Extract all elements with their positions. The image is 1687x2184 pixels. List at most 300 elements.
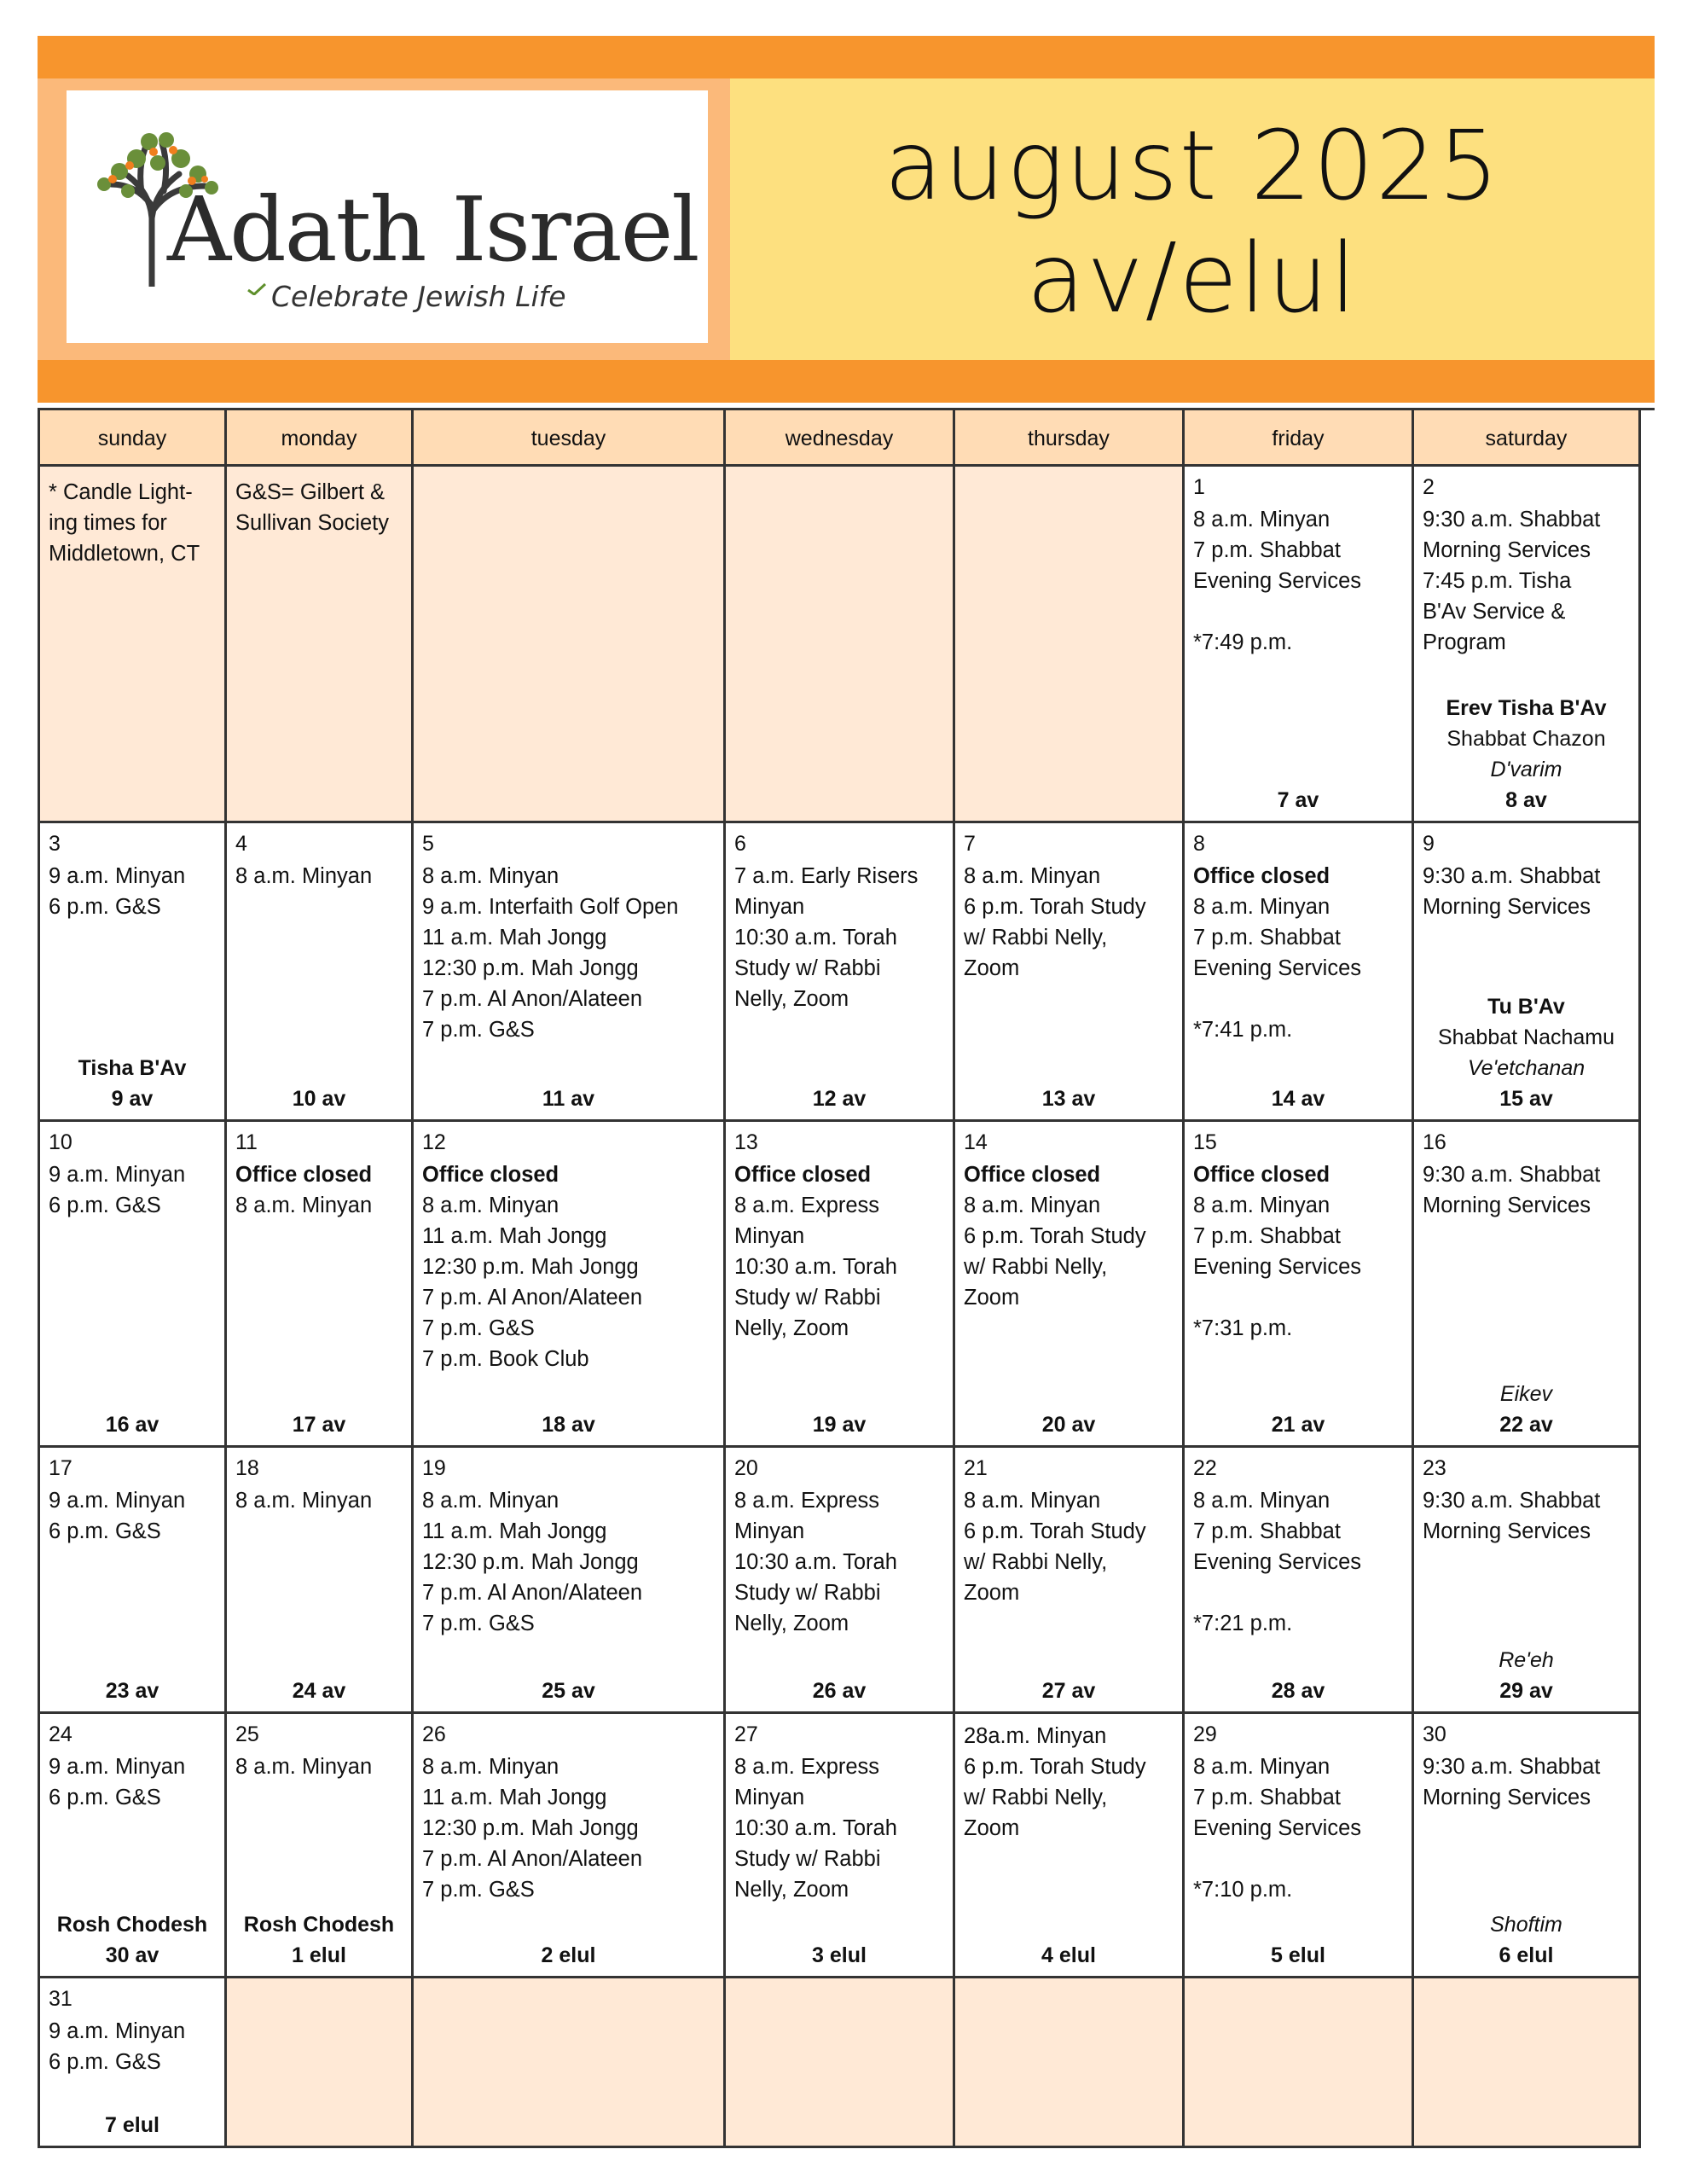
empty-day-cell [414,467,726,823]
day-number: 8 [1193,832,1205,856]
day-footer [1414,991,1638,1114]
hebrew-date: 18 av [542,1413,595,1437]
event-item: 10:30 a.m. Torah [734,1550,897,1574]
event-item: 8 a.m. Minyan [422,1489,559,1513]
event-item: 8 a.m. Minyan [964,864,1101,888]
day-events [1193,504,1406,658]
day-footer [726,1940,953,1971]
event-item: 6 p.m. Torah Study [964,1519,1146,1543]
event-item: 6 p.m. G&S [49,1194,161,1217]
event-item: 9 a.m. Minyan [49,864,186,888]
event-item: 6 p.m. Torah Study [964,1755,1146,1779]
event-item: 8 a.m. Express [734,1489,880,1513]
office-closed-label: Office closed [964,1163,1101,1187]
event-item: Minyan [734,1224,805,1248]
day-number: 20 [734,1456,758,1480]
event-item: Evening Services [1193,1816,1362,1840]
event-item: Evening Services [1193,569,1362,593]
hebrew-date: 1 elul [292,1943,346,1967]
day-events [1423,1485,1633,1547]
day-events [964,1485,1177,1608]
event-item: 7 p.m. Shabbat [1193,1224,1341,1248]
event-item: Nelly, Zoom [734,1878,849,1902]
hebrew-date: 20 av [1041,1413,1096,1437]
event-item: 8 a.m. Minyan [235,1489,373,1513]
day-footer [227,1409,411,1440]
event-item: Minyan [734,1786,805,1809]
day-number: 10 [49,1130,72,1154]
day-footer [227,1676,411,1706]
event-item: 10:30 a.m. Torah [734,926,897,950]
day-events [235,1751,406,1782]
torah-portion: Shoftim [1490,1913,1562,1937]
hebrew-date: 4 elul [1041,1943,1096,1967]
day-events [1423,1159,1633,1221]
office-closed-label: Office closed [1193,864,1330,888]
torah-portion: Eikev [1499,1382,1553,1406]
event-item: 6 p.m. G&S [49,1519,161,1543]
day-events [235,1485,406,1516]
day-events [964,1721,1177,1844]
hebrew-date: 13 av [1041,1087,1096,1111]
note-line: ing times for [49,511,167,535]
day-footer [726,1083,953,1114]
day-footer [726,1409,953,1440]
day-events [1423,504,1633,658]
event-item: 7 p.m. Shabbat [1193,538,1341,562]
top-orange-bar [38,36,1655,78]
office-closed-label: Office closed [734,1163,872,1187]
day-cell-10 [40,1122,227,1448]
hebrew-date: 10 av [292,1087,346,1111]
day-cell-29 [1185,1714,1414,1978]
day-footer [414,1083,723,1114]
event-item: 8 a.m. Minyan [964,1194,1101,1217]
hebrew-date: 5 elul [1271,1943,1325,1967]
event-item: 12:30 p.m. Mah Jongg [422,1816,639,1840]
weekday-header: friday [1185,410,1414,467]
empty-day-cell [1414,1978,1641,2148]
event-item: 8 a.m. Minyan [235,864,373,888]
calendar-grid [38,408,1655,2148]
day-cell-20 [726,1448,955,1714]
hebrew-date: 16 av [105,1413,159,1437]
torah-portion: Ve'etchanan [1467,1056,1586,1080]
hebrew-date: 23 av [105,1679,159,1703]
day-number: 4 [235,832,247,856]
day-events [964,1159,1177,1313]
event-item: 9 a.m. Minyan [49,1163,186,1187]
day-number: 2 [1423,475,1435,499]
day-footer [955,1409,1182,1440]
day-events [734,1159,948,1344]
day-cell-2 [1414,467,1641,823]
day-cell-13 [726,1122,955,1448]
day-footer [955,1940,1182,1971]
event-item: 10:30 a.m. Torah [734,1816,897,1840]
day-footer [414,1940,723,1971]
day-number: 11 [235,1130,258,1154]
day-footer [1414,1909,1638,1971]
event-item: 8 a.m. Minyan [235,1194,373,1217]
empty-day-cell [40,467,227,823]
event-item: 6 p.m. G&S [49,1786,161,1809]
day-cell-22 [1185,1448,1414,1714]
event-item: Nelly, Zoom [734,1612,849,1635]
day-number: 18 [235,1456,259,1480]
day-events [235,861,406,892]
weekday-header: sunday [40,410,227,467]
weekday-header: saturday [1414,410,1641,467]
hebrew-date: 14 av [1271,1087,1325,1111]
event-item: 7 p.m. G&S [422,1018,535,1042]
note-line: G&S= Gilbert & [235,480,386,504]
holiday-label: Erev Tisha B'Av [1446,696,1607,720]
candle-lighting-time: *7:21 p.m. [1193,1612,1293,1635]
event-item: Study w/ Rabbi [734,1847,881,1871]
event-item: 7 p.m. G&S [422,1878,535,1902]
day-cell-19 [414,1448,726,1714]
office-closed-label: Office closed [1193,1163,1330,1187]
event-item: 8 a.m. Minyan [1193,1489,1330,1513]
day-events [1423,1751,1633,1813]
day-cell-6 [726,823,955,1122]
weekday-header: monday [227,410,414,467]
event-item: Study w/ Rabbi [734,1286,881,1310]
event-item: B'Av Service & [1423,600,1566,624]
day-number: 31 [49,1987,72,2011]
day-cell-25 [227,1714,414,1978]
event-item: 8 a.m. Express [734,1194,880,1217]
day-events [422,1751,718,1905]
event-item: w/ Rabbi Nelly, [964,1786,1108,1809]
event-item: 8 a.m. Minyan [422,1194,559,1217]
holiday-label: Tu B'Av [1487,995,1565,1019]
hebrew-date: 3 elul [812,1943,867,1967]
event-item: 11 a.m. Mah Jongg [422,926,607,950]
event-item: 10:30 a.m. Torah [734,1255,897,1279]
day-number: 30 [1423,1722,1446,1746]
day-events [734,1751,948,1905]
day-footer [726,1676,953,1706]
event-item: 7:45 p.m. Tisha [1423,569,1572,593]
hebrew-date: 8 av [1505,788,1547,812]
bottom-orange-bar [38,360,1655,403]
day-events [235,1159,406,1221]
event-item: 7 p.m. Al Anon/Alateen [422,987,643,1011]
event-item: 11 a.m. Mah Jongg [422,1224,607,1248]
event-item: 11 a.m. Mah Jongg [422,1519,607,1543]
event-item: 9:30 a.m. Shabbat [1423,1489,1601,1513]
day-cell-31 [40,1978,227,2148]
spacer [1193,1844,1406,1874]
event-item: 8 a.m. Minyan [1193,1194,1330,1217]
holiday-label: Rosh Chodesh [56,1913,208,1937]
spacer [1193,1577,1406,1608]
day-footer [1185,1940,1412,1971]
day-number: 25 [235,1722,259,1746]
day-events [49,861,219,922]
day-number: 26 [422,1722,446,1746]
event-item: 7 p.m. Shabbat [1193,1786,1341,1809]
torah-portion: Re'eh [1499,1648,1554,1672]
day-cell-27 [726,1714,955,1978]
day-number: 17 [49,1456,72,1480]
day-cell-11 [227,1122,414,1448]
event-item: Minyan [734,895,805,919]
event-item: Nelly, Zoom [734,987,849,1011]
event-item: 9 a.m. Minyan [49,1489,186,1513]
day-number: 27 [734,1722,758,1746]
day-number: 23 [1423,1456,1446,1480]
day-cell-26 [414,1714,726,1978]
day-events [964,861,1177,984]
day-number: 19 [422,1456,446,1480]
event-item: 8 a.m. Minyan [964,1489,1101,1513]
holiday-label: Rosh Chodesh [243,1913,395,1937]
day-cell-14 [955,1122,1185,1448]
torah-portion: D'varim [1490,758,1562,781]
event-item: 6 p.m. G&S [49,895,161,919]
office-closed-label: Office closed [422,1163,559,1187]
logo-tagline: Celebrate Jewish Life [271,280,566,313]
event-item: 7 p.m. Al Anon/Alateen [422,1581,643,1605]
empty-day-cell [955,467,1185,823]
day-number: 6 [734,832,746,856]
day-events [49,1159,219,1221]
day-cell-5 [414,823,726,1122]
event-item: Program [1423,630,1506,654]
weekday-header: tuesday [414,410,726,467]
event-item: Morning Services [1423,1786,1591,1809]
day-footer [40,1053,224,1114]
candle-lighting-time: *7:10 p.m. [1193,1878,1293,1902]
checkmark-icon [247,283,266,295]
event-item: 9 a.m. Interfaith Golf Open [422,895,679,919]
empty-day-cell [726,467,955,823]
hebrew-date: 17 av [292,1413,346,1437]
empty-day-cell [955,1978,1185,2148]
event-item: 8 a.m. Minyan [1193,1755,1330,1779]
day-footer [1414,1645,1638,1706]
header [38,78,1655,360]
day-number: 3 [49,832,61,856]
hebrew-date: 21 av [1271,1413,1325,1437]
candle-lighting-time: *7:31 p.m. [1193,1316,1293,1340]
day-number: 12 [422,1130,446,1154]
day-events [734,861,948,1014]
hebrew-date: 11 av [542,1087,595,1111]
day-cell-15 [1185,1122,1414,1448]
day-footer [1185,785,1412,816]
weekday-header: thursday [955,410,1185,467]
day-number: 24 [49,1722,72,1746]
day-number: 13 [734,1130,758,1154]
day-events [49,1485,219,1547]
day-footer [414,1676,723,1706]
day-cell-28 [955,1714,1185,1978]
event-item: Zoom [964,1581,1020,1605]
hebrew-date: 6 elul [1499,1943,1554,1967]
event-item: w/ Rabbi Nelly, [964,926,1108,950]
day-number: 5 [422,832,434,856]
day-events [49,1751,219,1813]
event-item: 9 a.m. Minyan [49,1755,186,1779]
day-footer [955,1083,1182,1114]
event-item [964,1721,1177,1751]
shabbat-name: Shabbat Chazon [1446,727,1606,751]
day-cell-18 [227,1448,414,1714]
day-cell-8 [1185,823,1414,1122]
day-footer [40,2110,224,2140]
logo-panel [38,78,730,360]
day-events [734,1485,948,1639]
hebrew-date: 7 elul [105,2113,159,2137]
event-item: 7 p.m. G&S [422,1612,535,1635]
event-item: w/ Rabbi Nelly, [964,1255,1108,1279]
spacer [1193,1282,1406,1313]
note-line: * Candle Light- [49,480,193,504]
event-item: w/ Rabbi Nelly, [964,1550,1108,1574]
day-footer [1185,1676,1412,1706]
day-footer [1185,1409,1412,1440]
day-number: 7 [964,832,976,856]
event-item: Evening Services [1193,1550,1362,1574]
candle-lighting-time: *7:41 p.m. [1193,1018,1293,1042]
event-item: Morning Services [1423,538,1591,562]
day-number: 28 [964,1724,988,1748]
logo [67,90,708,343]
day-number: 14 [964,1130,988,1154]
event-item: Morning Services [1423,1519,1591,1543]
event-item: 7 p.m. Shabbat [1193,926,1341,950]
hebrew-month-title: av/elul [1026,224,1359,334]
event-item: 7 p.m. Book Club [422,1347,589,1371]
day-footer [1185,1083,1412,1114]
event-item: 7 a.m. Early Risers [734,864,919,888]
note-line: Middletown, CT [49,542,200,566]
day-events [1193,861,1406,1045]
hebrew-date: 30 av [105,1943,159,1967]
day-events [1193,1485,1406,1639]
note-line: Sullivan Society [235,511,390,535]
event-item: 7 p.m. G&S [422,1316,535,1340]
gs-legend-note [235,477,408,538]
event-item: Evening Services [1193,956,1362,980]
month-title: august 2025 [884,111,1501,222]
empty-day-cell [726,1978,955,2148]
day-events [1193,1159,1406,1344]
shabbat-name: Shabbat Nachamu [1437,1025,1615,1049]
hebrew-date: 19 av [812,1413,867,1437]
day-cell-17 [40,1448,227,1714]
event-item: 6 p.m. Torah Study [964,895,1146,919]
hebrew-date: 15 av [1499,1087,1553,1111]
title-panel [730,78,1655,360]
event-item: Nelly, Zoom [734,1316,849,1340]
event-item: 12:30 p.m. Mah Jongg [422,956,639,980]
event-item: 8 a.m. Minyan [235,1755,373,1779]
event-item: Morning Services [1423,895,1591,919]
day-footer [40,1676,224,1706]
day-number: 29 [1193,1722,1217,1746]
day-cell-1 [1185,467,1414,823]
day-cell-9 [1414,823,1641,1122]
event-item: Study w/ Rabbi [734,956,881,980]
day-footer [1414,693,1638,816]
empty-day-cell [414,1978,726,2148]
event-item: 9:30 a.m. Shabbat [1423,864,1601,888]
hebrew-date: 27 av [1041,1679,1096,1703]
hebrew-date: 2 elul [541,1943,596,1967]
spacer [1193,596,1406,627]
hebrew-date: 29 av [1499,1679,1553,1703]
day-cell-24 [40,1714,227,1978]
holiday-label: Tisha B'Av [78,1056,187,1080]
event-item: 7 p.m. Al Anon/Alateen [422,1847,643,1871]
day-events [422,1485,718,1639]
event-item: Minyan [734,1519,805,1543]
day-cell-21 [955,1448,1185,1714]
day-events [49,2016,219,2077]
day-footer [1414,1379,1638,1440]
event-item: 9:30 a.m. Shabbat [1423,1163,1601,1187]
event-item: 9 a.m. Minyan [49,2019,186,2043]
spacer [1193,984,1406,1014]
empty-day-cell [227,467,414,823]
event-item: 9:30 a.m. Shabbat [1423,1755,1601,1779]
event-item: 8 a.m. Minyan [1193,895,1330,919]
event-item: Evening Services [1193,1255,1362,1279]
weekday-header: wednesday [726,410,955,467]
day-cell-23 [1414,1448,1641,1714]
event-item: 7 p.m. Shabbat [1193,1519,1341,1543]
event-item: 8 a.m. Minyan [422,1755,559,1779]
day-cell-7 [955,823,1185,1122]
event-item: 12:30 p.m. Mah Jongg [422,1550,639,1574]
hebrew-date: 26 av [812,1679,867,1703]
empty-day-cell [1185,1978,1414,2148]
event-item: 8 a.m. Minyan [1193,508,1330,531]
event-item: Study w/ Rabbi [734,1581,881,1605]
day-number: 16 [1423,1130,1446,1154]
logo-name: Adath Israel [167,177,699,282]
event-text: a.m. Minyan [988,1724,1107,1748]
day-cell-4 [227,823,414,1122]
day-number: 9 [1423,832,1435,856]
hebrew-date: 22 av [1499,1413,1553,1437]
event-item: Zoom [964,956,1020,980]
day-cell-3 [40,823,227,1122]
day-events [422,1159,718,1374]
day-events [422,861,718,1045]
event-item: 6 p.m. G&S [49,2050,161,2074]
event-item: 7 p.m. Al Anon/Alateen [422,1286,643,1310]
day-footer [414,1409,723,1440]
day-cell-30 [1414,1714,1641,1978]
hebrew-date: 28 av [1271,1679,1325,1703]
day-cell-16 [1414,1122,1641,1448]
day-footer [955,1676,1182,1706]
event-item: 9:30 a.m. Shabbat [1423,508,1601,531]
candle-lighting-time: *7:49 p.m. [1193,630,1293,654]
day-number: 1 [1193,475,1205,499]
day-footer [40,1909,224,1971]
event-item: 11 a.m. Mah Jongg [422,1786,607,1809]
hebrew-date: 25 av [542,1679,595,1703]
event-item: Zoom [964,1286,1020,1310]
event-item: 12:30 p.m. Mah Jongg [422,1255,639,1279]
